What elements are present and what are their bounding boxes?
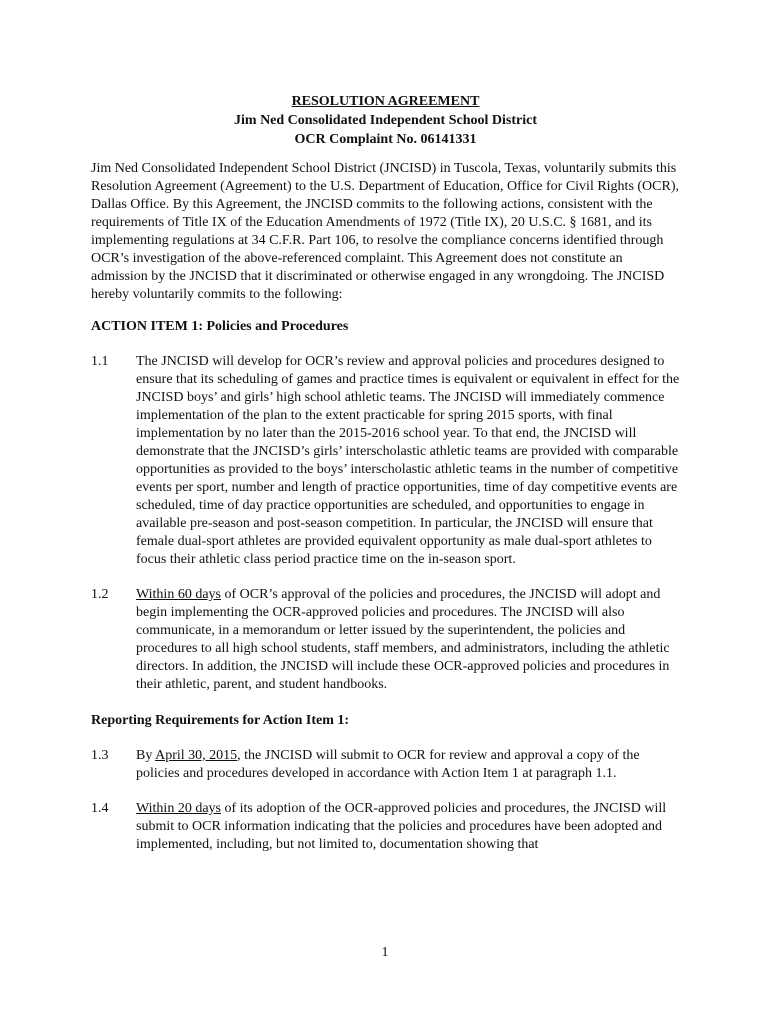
complaint-number: OCR Complaint No. 06141331	[294, 132, 477, 147]
deadline-text: April 30, 2015	[155, 748, 238, 763]
district-name: Jim Ned Consolidated Independent School District	[234, 113, 537, 128]
paragraph-number: 1.2	[91, 587, 109, 602]
paragraph-number: 1.1	[91, 354, 109, 369]
paragraph-text: The JNCISD will develop for OCR’s review and approval policies and procedures designed to ensure that its scheduling of games and practice times is equivalent or equivalent in effect for the JNCISD boys’ and girls’ high school athletic teams. The JNCISD will immediately commence implementation of the plan to the extent practicable for spring 2015 sports, with final implementation by no later than the 2015-2016 school year. To that end, the JNCISD will demonstrate that the JNCISD’s girls’ interscholastic athletic teams are provided with comparable opportunities as provided to the boys’ interscholastic athletic teams in the number of competitive events per sport, number and length of practice opportunities, time of day competitive events are scheduled, time of day practice opportunities are scheduled, and opportunities to engage in available pre-season and post-season competition. In particular, the JNCISD will ensure that female dual-sport athletes are provided equivalent opportunity as male dual-sport athletes to focus their athletic class period practice time on the in-season sport.	[136, 354, 680, 567]
document-page	[91, 92, 681, 854]
paragraph-text	[136, 800, 681, 854]
paragraph-prefix: By	[136, 748, 156, 763]
intro-paragraph: Jim Ned Consolidated Independent School District (JNCISD) in Tuscola, Texas, voluntarily submits this Resolution Agreement (Agreement) to the U.S. Department of Education, Office for Civil Rights (OCR), Dallas Office. By this Agreement, the JNCISD commits to the following actions, consistent with the requirements of Title IX of the Education Amendments of 1972 (Title IX), 20 U.S.C. § 1681, and its implementing regulations at 34 C.F.R. Part 106, to resolve the compliance concerns identified through OCR’s investigation of the above-referenced complaint. This Agreement does not constitute an admission by the JNCISD that it discriminated or otherwise engaged in any wrongdoing. The JNCISD hereby voluntarily commits to the following:	[91, 161, 680, 302]
paragraph-1-2	[91, 586, 681, 694]
deadline-text: Within 60 days	[136, 587, 221, 602]
reporting-requirements-heading: Reporting Requirements for Action Item 1:	[91, 713, 350, 728]
action-item-1-heading: ACTION ITEM 1: Policies and Procedures	[91, 319, 349, 334]
paragraph-body: of its adoption of the OCR-approved policies and procedures, the JNCISD will submit to OCR information indicating that the policies and procedures have been adopted and implemented, including, but not limited to, documentation showing that	[136, 801, 667, 852]
paragraph-body: , the JNCISD will submit to OCR for review and approval a copy of the policies and procedures developed in accordance with Action Item 1 at paragraph 1.1.	[136, 748, 640, 781]
paragraph-body: of OCR’s approval of the policies and procedures, the JNCISD will adopt and begin implementing the OCR-approved policies and procedures. The JNCISD will also communicate, in a memorandum or letter issued by the superintendent, the policies and procedures to all high school students, staff members, and administrators, including the athletic directors. In addition, the JNCISD will include these OCR-approved policies and procedures in their athletic, parent, and student handbooks.	[136, 587, 670, 692]
paragraph-number: 1.4	[91, 801, 109, 816]
page-number: 1	[381, 945, 389, 960]
paragraph-text	[136, 586, 681, 694]
paragraph-number: 1.3	[91, 748, 109, 763]
paragraph-1-3	[91, 747, 681, 783]
document-title: RESOLUTION AGREEMENT	[291, 94, 480, 109]
title-block	[90, 92, 681, 149]
paragraph-text	[136, 747, 681, 783]
paragraph-1-1	[91, 353, 681, 569]
deadline-text: Within 20 days	[136, 801, 221, 816]
paragraph-1-4	[91, 800, 681, 854]
